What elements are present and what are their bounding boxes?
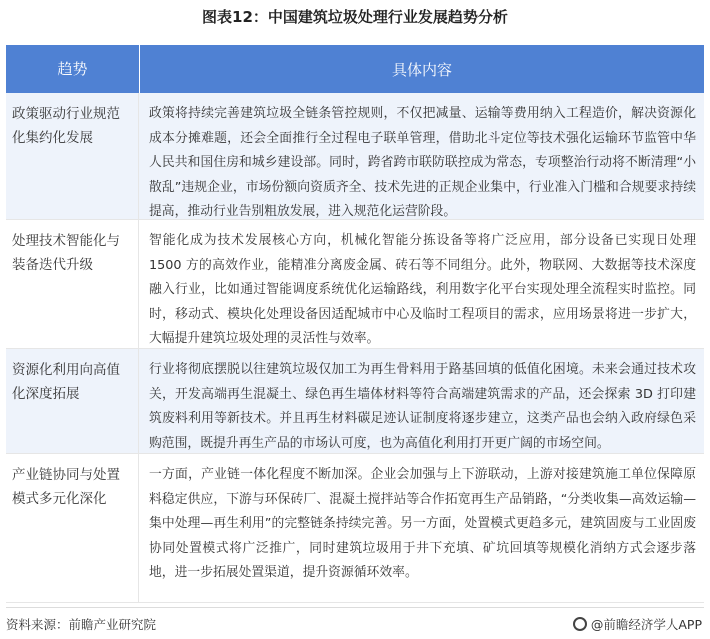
trend-cell: 政策驱动行业规范化集约化发展 [6, 93, 139, 219]
table-row [6, 454, 704, 603]
source-note: 资料来源：前瞻产业研究院 [6, 617, 157, 632]
brand-label: @前瞻经济学人APP [590, 617, 702, 632]
trend-cell: 处理技术智能化与装备迭代升级 [6, 220, 139, 348]
content-cell: 行业将彻底摆脱以往建筑垃圾仅加工为再生骨料用于路基回填的低值化困境。未来会通过技术攻关，开发高端再生混凝土、绿色再生墙体材料等符合高端建筑需求的产品，还会探索 3D 打印建筑废料利用等新技术。并且再生材料碳足迹认证制度将逐步建立，这类产品也会纳入政府绿色采购范围，既提升再生产品的市场认可度，也为高值化利用打开更广阔的市场空间。 [149, 362, 696, 451]
content-cell: 一方面，产业链一体化程度不断加深。企业会加强与上下游联动，上游对接建筑施工单位保障原料稳定供应，下游与环保砖厂、混凝土搅拌站等合作拓宽再生产品销路，“分类收集—高效运输—集中处理—再生利用”的完整链条持续完善。另一方面，处置模式更趋多元，建筑固废与工业固废协同处置模式将广泛推广，同时建筑垃圾用于井下充填、矿坑回填等规模化消纳方式会逐步落地，进一步拓展处置渠道，提升资源循环效率。 [149, 467, 696, 581]
table-row [6, 93, 704, 220]
chart-title: 图表12：中国建筑垃圾处理行业发展趋势分析 [202, 8, 508, 26]
content-cell: 政策将持续完善建筑垃圾全链条管控规则，不仅把减量、运输等费用纳入工程造价，解决资源化成本分摊难题，还会全面推行全过程电子联单管理，借助北斗定位等技术强化运输环节监管中华人民共和国住房和城乡建设部。同时，跨省跨市联防联控成为常态，专项整治行动将不断清理“小散乱”违规企业，市场份额向资质齐全、技术先进的正规企业集中，行业准入门槛和合规要求持续提高，推动行业告别粗放发展，进入规范化运营阶段。 [149, 106, 696, 220]
brand-credit [573, 615, 702, 633]
qianzhan-logo-icon [573, 617, 587, 631]
trend-cell: 产业链协同与处置模式多元化深化 [6, 454, 139, 602]
header-content: 具体内容 [391, 60, 452, 79]
table-row [6, 349, 704, 454]
table-row [6, 220, 704, 349]
trend-table [6, 45, 704, 603]
content-cell: 智能化成为技术发展核心方向，机械化智能分拣设备等将广泛应用，部分设备已实现日处理 1500 方的高效作业，能精准分离废金属、砖石等不同组分。此外，物联网、大数据等技术深度融入行业，比如通过智能调度系统优化运输路线，利用数字化平台实现处理全流程实时监控。同时，移动式、模块化处理设备因适配城市中心及临时工程项目的需求，应用场景将进一步扩大，大幅提升建筑垃圾处理的灵活性与效率。 [149, 233, 696, 347]
table-header [6, 45, 704, 93]
header-trend: 趋势 [6, 45, 140, 93]
footer-divider [6, 607, 704, 608]
trend-cell: 资源化利用向高值化深度拓展 [6, 349, 139, 453]
